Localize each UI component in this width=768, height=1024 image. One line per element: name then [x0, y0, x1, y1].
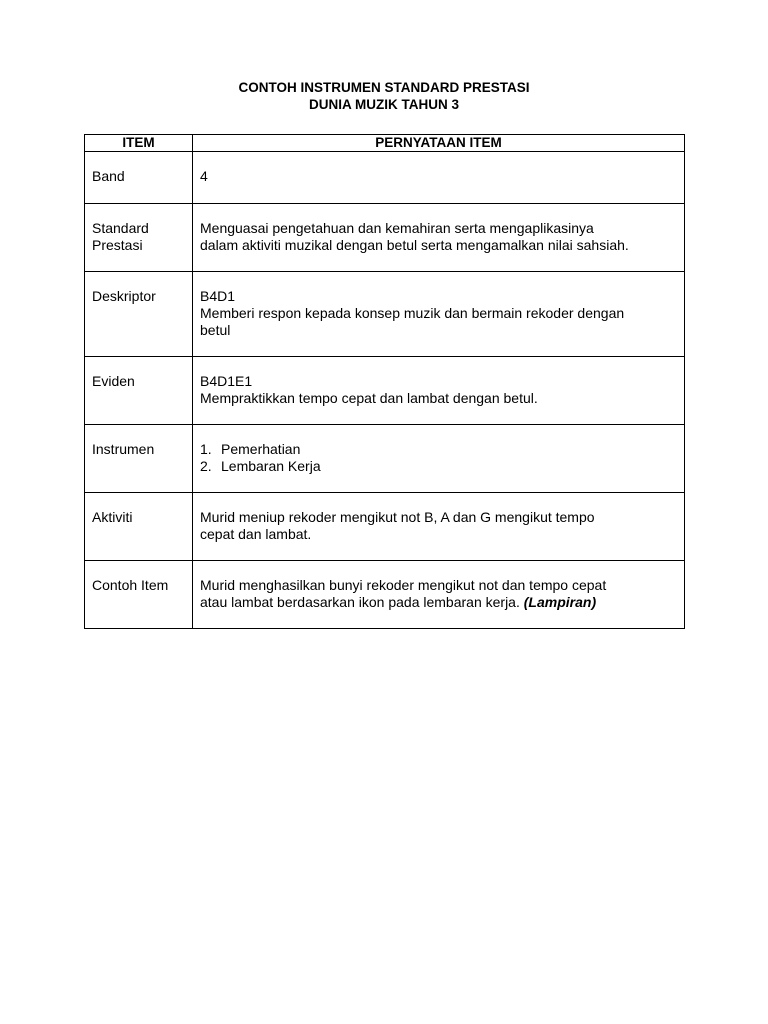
- label-band: Band: [85, 152, 193, 204]
- value-deskriptor: [193, 272, 685, 357]
- deskriptor-line-2: betul: [200, 322, 231, 338]
- label-aktiviti: Aktiviti: [85, 493, 193, 561]
- deskriptor-line-1: Memberi respon kepada konsep muzik dan bermain rekoder dengan: [200, 305, 625, 321]
- eviden-line-1: Mempraktikkan tempo cepat dan lambat dengan betul.: [200, 390, 538, 406]
- eviden-code: B4D1E1: [200, 373, 253, 389]
- table-row-contoh-item: [85, 561, 685, 629]
- value-contoh-item: [193, 561, 685, 629]
- contoh-item-line-2-text: atau lambat berdasarkan ikon pada lembaran kerja.: [200, 594, 520, 610]
- label-standard-prestasi-line-1: Standard: [92, 220, 149, 236]
- table-row-aktiviti: [85, 493, 685, 561]
- instrumen-list-item: [200, 458, 678, 475]
- contoh-item-line-2: [200, 594, 678, 611]
- title-line-2: DUNIA MUZIK TAHUN 3: [309, 97, 459, 112]
- value-aktiviti: [193, 493, 685, 561]
- label-standard-prestasi-line-2: Prestasi: [92, 237, 143, 253]
- document-title: [0, 79, 768, 113]
- value-eviden: [193, 357, 685, 425]
- table-row-eviden: [85, 357, 685, 425]
- label-instrumen: Instrumen: [85, 425, 193, 493]
- instrumen-item-text: Lembaran Kerja: [221, 458, 321, 474]
- standard-prestasi-line-1: Menguasai pengetahuan dan kemahiran serta mengaplikasinya: [200, 220, 594, 236]
- table-row-standard-prestasi: [85, 204, 685, 272]
- instrumen-list-item: [200, 441, 678, 458]
- standard-prestasi-line-2: dalam aktiviti muzikal dengan betul serta mengamalkan nilai sahsiah.: [200, 237, 629, 253]
- instrumen-item-text: Pemerhatian: [221, 441, 301, 457]
- label-deskriptor: Deskriptor: [85, 272, 193, 357]
- item-table: [84, 134, 685, 629]
- table-row-instrumen: [85, 425, 685, 493]
- contoh-item-line-1: Murid menghasilkan bunyi rekoder mengikut not dan tempo cepat: [200, 577, 607, 593]
- label-eviden: Eviden: [85, 357, 193, 425]
- deskriptor-code: B4D1: [200, 288, 236, 304]
- value-band: 4: [193, 152, 685, 204]
- value-instrumen: [193, 425, 685, 493]
- instrumen-item-number: 1.: [200, 441, 212, 457]
- title-line-1: CONTOH INSTRUMEN STANDARD PRESTASI: [238, 80, 530, 95]
- value-standard-prestasi: [193, 204, 685, 272]
- instrumen-item-number: 2.: [200, 458, 212, 474]
- aktiviti-line-1: Murid meniup rekoder mengikut not B, A dan G mengikut tempo: [200, 509, 595, 525]
- table-header-row: [85, 135, 685, 152]
- table-row-deskriptor: [85, 272, 685, 357]
- label-standard-prestasi: [85, 204, 193, 272]
- aktiviti-line-2: cepat dan lambat.: [200, 526, 312, 542]
- table-row-band: [85, 152, 685, 204]
- label-contoh-item: Contoh Item: [85, 561, 193, 629]
- header-statement: PERNYATAAN ITEM: [193, 135, 685, 152]
- header-item: ITEM: [85, 135, 193, 152]
- lampiran-reference: (Lampiran): [523, 594, 597, 610]
